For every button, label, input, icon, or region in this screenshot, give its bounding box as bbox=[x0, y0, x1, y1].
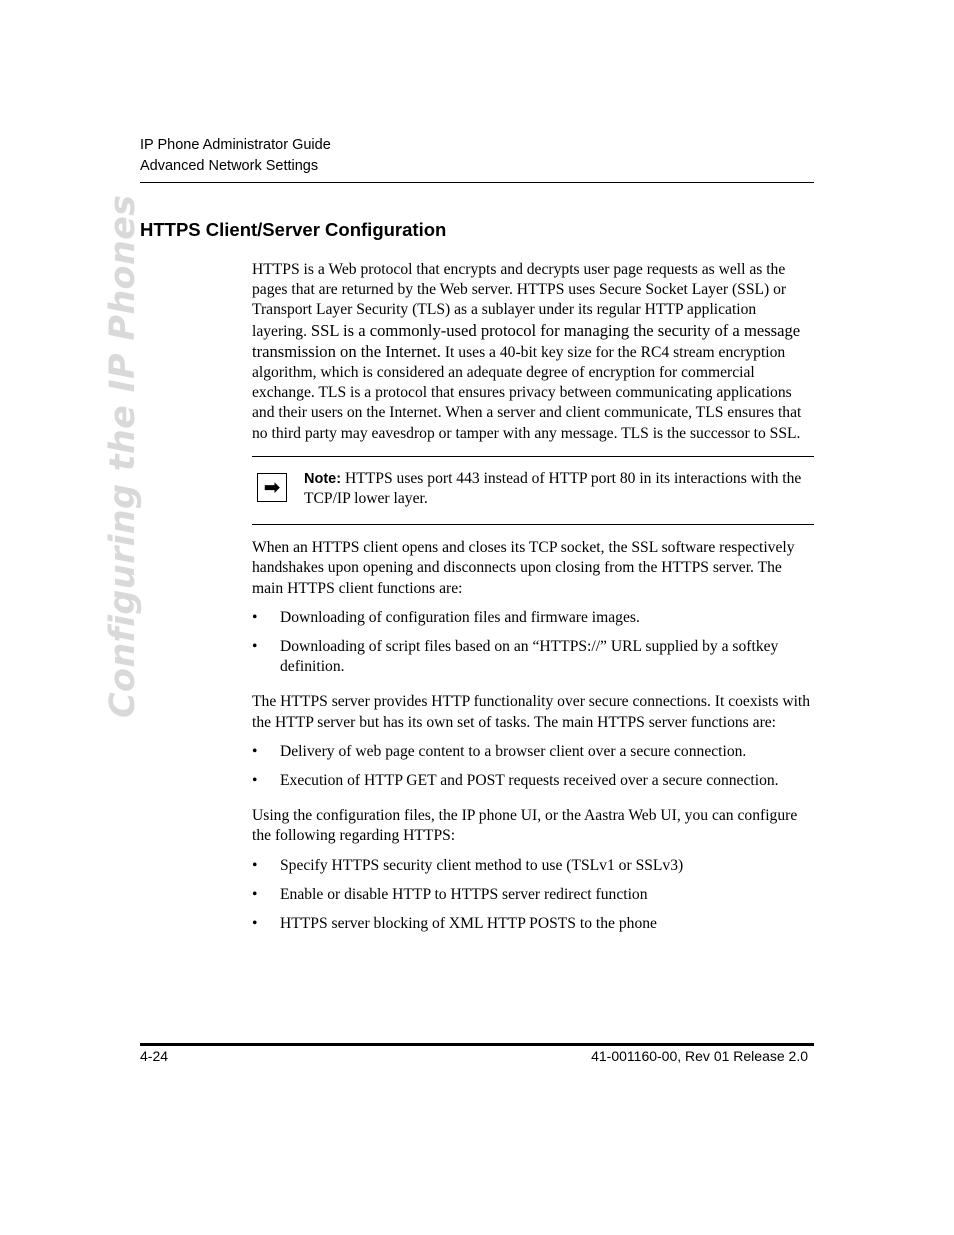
list-item bbox=[252, 856, 814, 876]
header-divider bbox=[140, 182, 814, 183]
bullet: • bbox=[252, 772, 258, 790]
bullet: • bbox=[252, 915, 258, 933]
page-number: 4-24 bbox=[140, 1048, 169, 1064]
server-paragraph: The HTTPS server provides HTTP functionality over secure connections. It coexists with the HTTP server but has its own set of tasks. The main HTTPS server functions are: bbox=[252, 693, 811, 731]
intro-paragraph bbox=[252, 260, 814, 444]
list-item bbox=[252, 742, 814, 762]
document-id: 41-001160-00, Rev 01 Release 2.0 bbox=[591, 1048, 808, 1064]
server-functions-list bbox=[252, 742, 814, 791]
bullet: • bbox=[252, 638, 258, 656]
bullet: • bbox=[252, 608, 258, 626]
list-item bbox=[252, 637, 814, 677]
arrow-right-icon: ➡ bbox=[257, 473, 287, 502]
bullet: • bbox=[252, 856, 258, 874]
list-item-text: Execution of HTTP GET and POST requests received over a secure connection. bbox=[280, 772, 779, 790]
note-box bbox=[252, 456, 814, 525]
intro-part-3: It uses a 40-bit key size for the RC4 stream encryption algorithm, which is considered an adequate degree of encryption for commercial exchange. TLS is a protocol that ensures privacy between communicating applications and their users on the Internet. When a server and client communicate, TLS ensures that no third party may eavesdrop or tamper with any message. TLS is the successor to SSL. bbox=[252, 343, 802, 442]
list-item-text: Downloading of script files based on an “HTTPS://” URL supplied by a softkey definition. bbox=[280, 638, 779, 676]
config-items-list bbox=[252, 856, 814, 935]
list-item-text: Enable or disable HTTP to HTTPS server redirect function bbox=[280, 885, 648, 903]
section-title: HTTPS Client/Server Configuration bbox=[140, 219, 447, 240]
bullet: • bbox=[252, 742, 258, 760]
client-functions-list bbox=[252, 608, 814, 678]
config-paragraph: Using the configuration files, the IP phone UI, or the Aastra Web UI, you can configure the following regarding HTTPS: bbox=[252, 807, 798, 845]
page-header bbox=[140, 135, 331, 177]
list-item bbox=[252, 608, 814, 628]
intro-part-1: HTTPS is a Web protocol that encrypts and decrypts user page requests as well as the pages that are returned by the Web server. HTTPS uses Secure Socket Layer (SSL) or Transport Layer Security (TLS) as a sublayer under its regular HTTP application layering. bbox=[252, 261, 787, 340]
list-item-text: Downloading of configuration files and firmware images. bbox=[280, 608, 640, 626]
bullet: • bbox=[252, 885, 258, 903]
intro-part-2: SSL is a commonly-used protocol for managing the security of a message transmission on the Internet. bbox=[252, 320, 801, 361]
list-item-text: Delivery of web page content to a browser client over a secure connection. bbox=[280, 742, 747, 760]
list-item bbox=[252, 885, 814, 905]
list-item bbox=[252, 771, 814, 791]
note-label: Note: bbox=[304, 470, 342, 487]
list-item-text: Specify HTTPS security client method to use (TSLv1 or SSLv3) bbox=[280, 856, 684, 874]
note-text bbox=[304, 469, 814, 509]
footer-divider bbox=[140, 1043, 814, 1046]
client-paragraph: When an HTTPS client opens and closes its TCP socket, the SSL software respectively handshakes upon opening and disconnects upon closing from the HTTPS server. The main HTTPS client functions are: bbox=[252, 539, 795, 597]
note-body: HTTPS uses port 443 instead of HTTP port 80 in its interactions with the TCP/IP lower layer. bbox=[304, 469, 802, 508]
list-item-text: HTTPS server blocking of XML HTTP POSTS to the phone bbox=[280, 915, 657, 933]
chapter-section: Advanced Network Settings bbox=[140, 158, 319, 174]
guide-title: IP Phone Administrator Guide bbox=[140, 137, 331, 153]
list-item bbox=[252, 914, 814, 934]
chapter-side-tab: Configuring the IP Phones bbox=[103, 194, 143, 718]
body-content bbox=[252, 260, 814, 934]
